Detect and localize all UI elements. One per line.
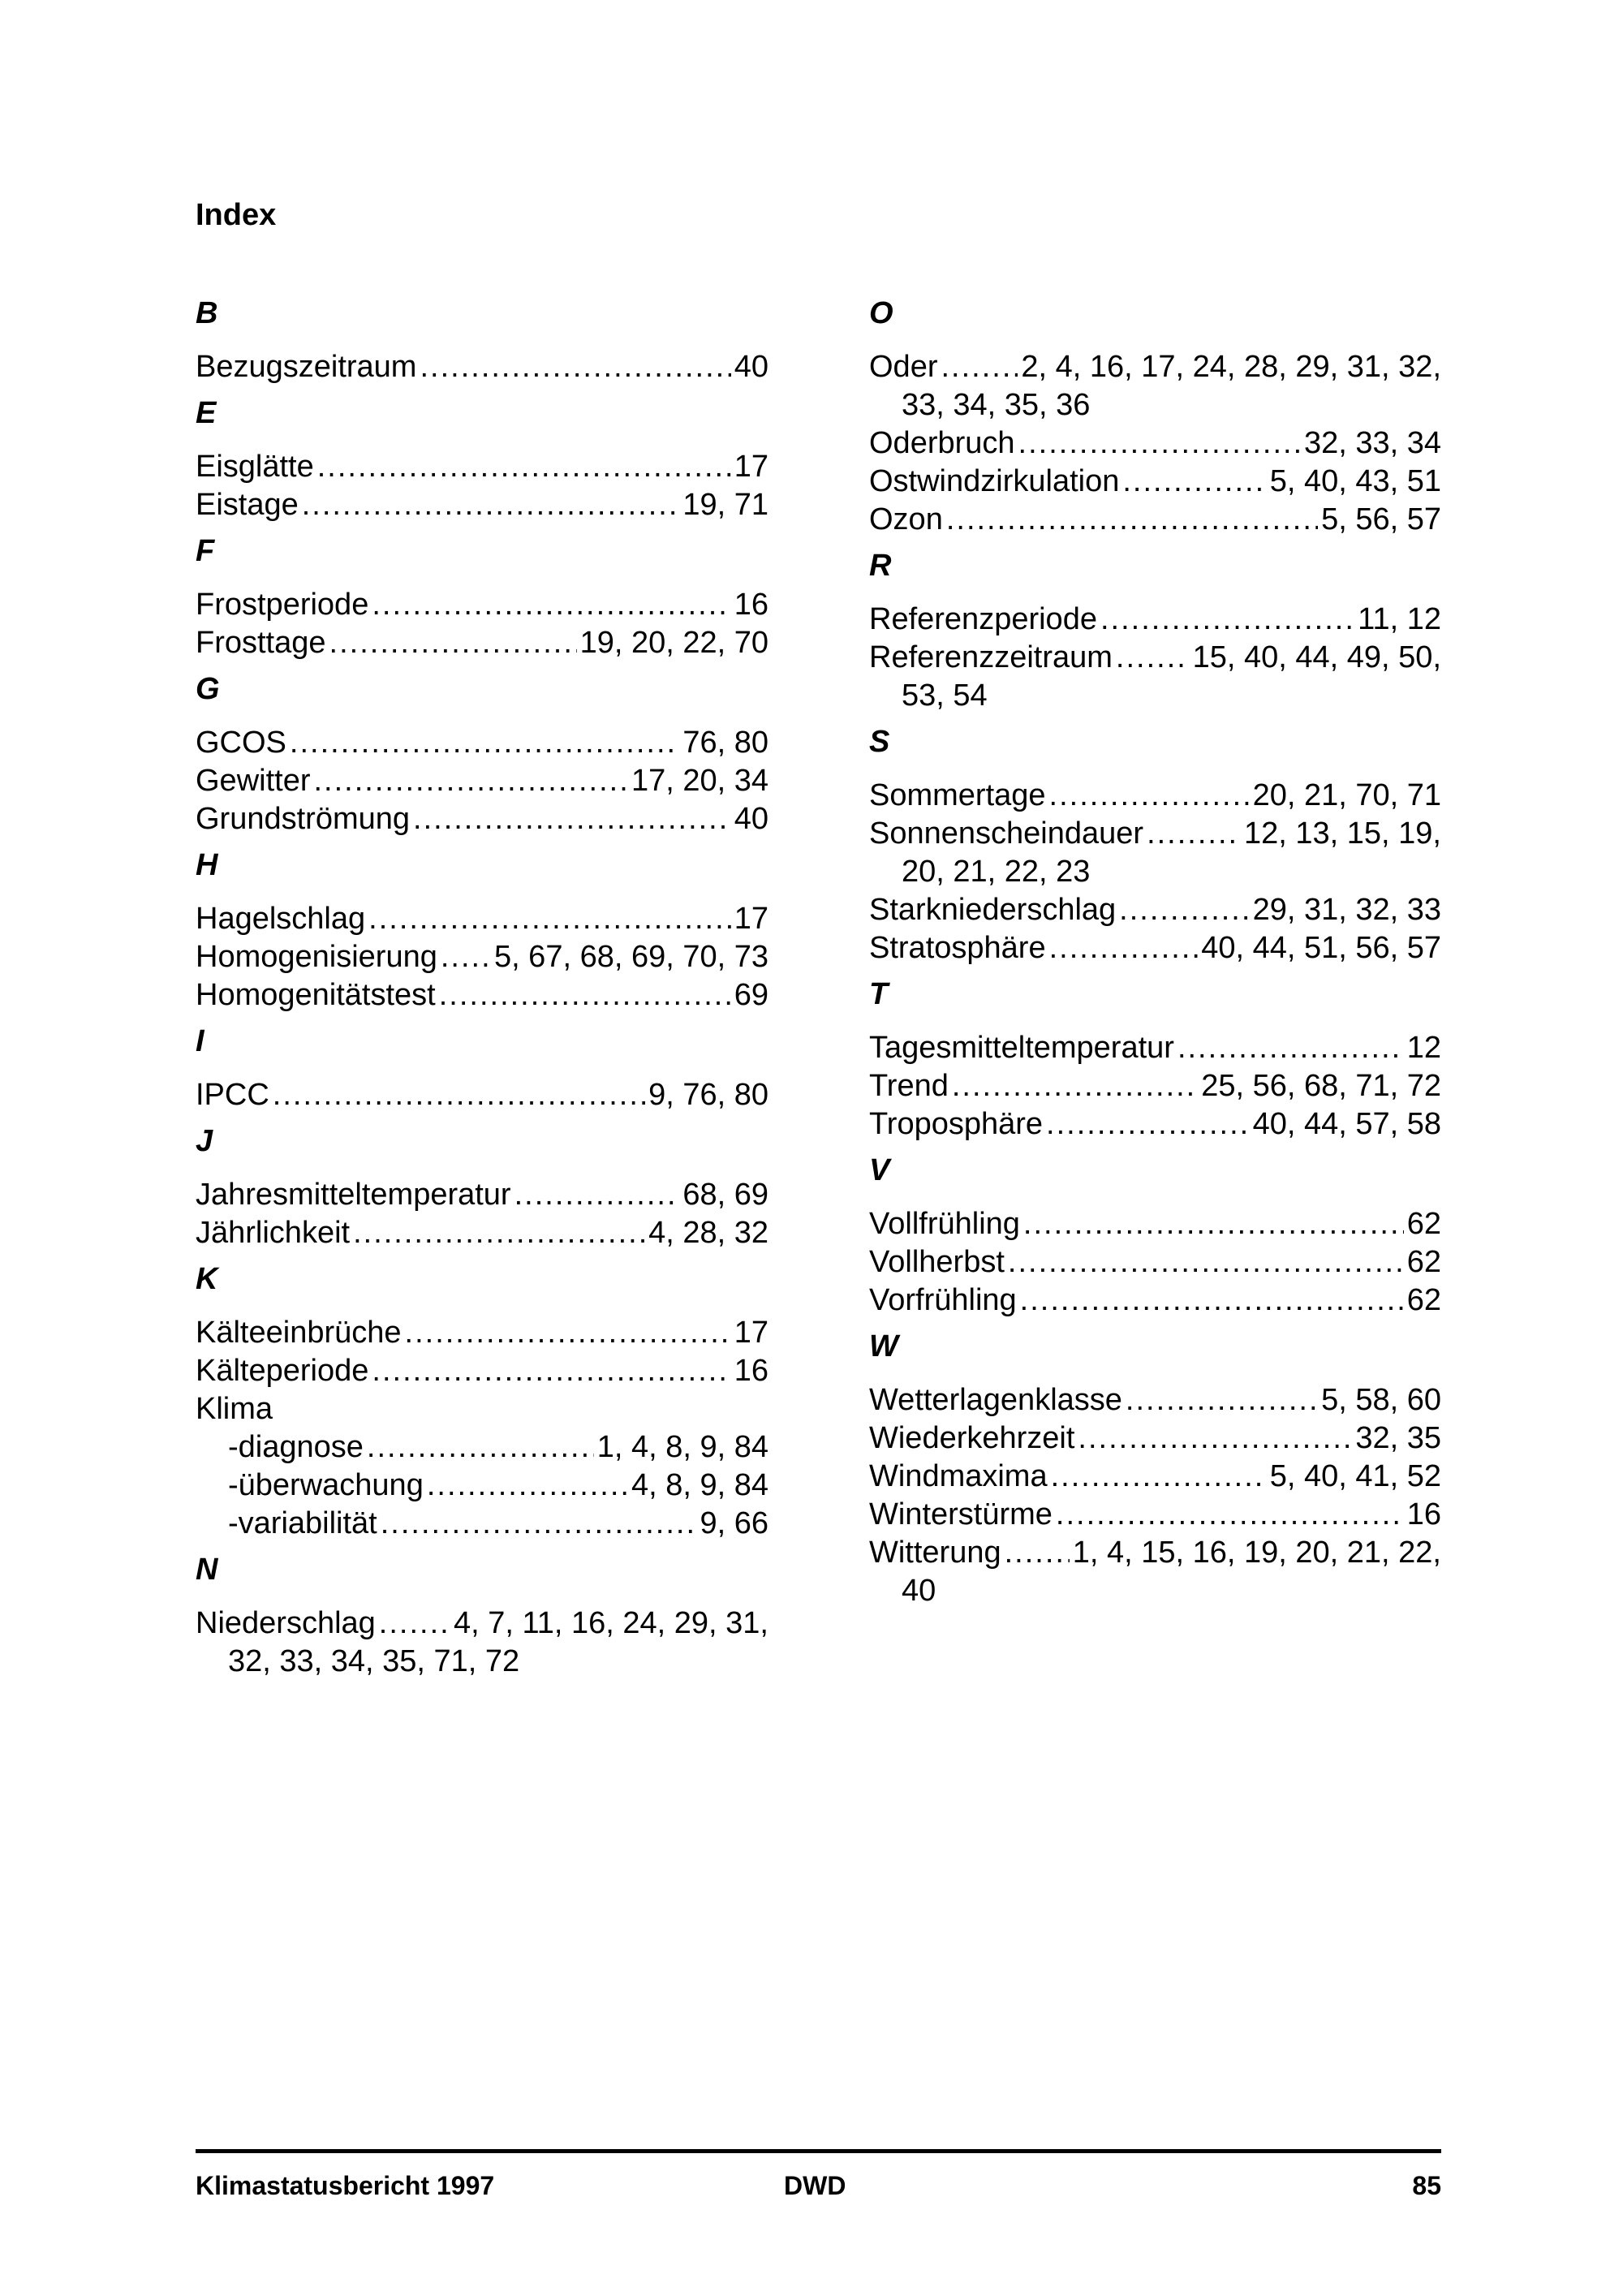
index-page-numbers: 4, 28, 32: [648, 1216, 768, 1250]
index-term: Tagesmitteltemperatur: [869, 1031, 1174, 1065]
index-page-numbers: 19, 71: [682, 488, 768, 522]
index-entry: [196, 1352, 768, 1390]
dot-leader: [1119, 891, 1249, 929]
index-page-numbers: 15, 40, 44, 49, 50,: [1192, 640, 1441, 674]
dot-leader: [514, 1176, 680, 1214]
index-term: Vorfrühling: [869, 1283, 1017, 1317]
index-page-numbers: 69: [734, 978, 768, 1012]
index-page-numbers-continued: 40: [902, 1574, 936, 1608]
index-entry: [869, 1205, 1441, 1243]
index-term: -überwachung: [228, 1468, 424, 1502]
index-entry: [196, 762, 768, 800]
index-page-numbers: 4, 7, 11, 16, 24, 29, 31,: [453, 1606, 768, 1640]
index-letter-heading: G: [196, 672, 220, 706]
index-entry: [869, 929, 1441, 967]
index-term: Kälteeinbrüche: [196, 1316, 402, 1350]
dot-leader: [1056, 1496, 1404, 1534]
index-entry-line: [869, 501, 1441, 539]
index-entry: [869, 1067, 1441, 1105]
dot-leader: [427, 1467, 628, 1505]
index-entry: [869, 1105, 1441, 1144]
index-page-numbers: 40, 44, 57, 58: [1252, 1107, 1441, 1141]
dot-leader: [381, 1505, 697, 1543]
index-term: Windmaxima: [869, 1459, 1048, 1493]
index-term: Niederschlag: [196, 1606, 376, 1640]
index-term: Hagelschlag: [196, 902, 366, 936]
index-entry: [196, 624, 768, 662]
index-page-numbers: 12, 13, 15, 19,: [1244, 816, 1441, 851]
index-page-numbers: 5, 40, 43, 51: [1269, 464, 1441, 498]
index-entry-line: [196, 938, 768, 976]
index-letter-heading: N: [196, 1553, 218, 1587]
dot-leader: [372, 586, 730, 624]
dot-leader: [1100, 601, 1354, 639]
index-letter-heading: E: [196, 396, 217, 430]
index-term: Ostwindzirkulation: [869, 464, 1120, 498]
index-entry: [869, 424, 1441, 463]
index-term: Homogenitätstest: [196, 978, 436, 1012]
index-entry-line: [196, 1214, 768, 1252]
index-page-numbers: 9, 66: [700, 1506, 768, 1540]
index-entry-line: [869, 1067, 1441, 1105]
index-entry: [869, 1243, 1441, 1282]
dot-leader: [1008, 1243, 1404, 1282]
index-letter-heading: J: [196, 1124, 213, 1158]
index-term: Eisglätte: [196, 450, 314, 484]
dot-leader: [329, 624, 577, 662]
dot-leader: [952, 1067, 1198, 1105]
index-entry-line: [869, 1419, 1441, 1458]
index-term: Bezugszeitraum: [196, 350, 417, 384]
index-entry: [869, 1458, 1441, 1496]
index-page-numbers-continued: 53, 54: [902, 678, 988, 713]
footer-rule: [196, 2149, 1441, 2153]
dot-leader: [1020, 1282, 1404, 1320]
index-term: Troposphäre: [869, 1107, 1044, 1141]
index-entry: [869, 463, 1441, 501]
index-term: Frostperiode: [196, 588, 369, 622]
index-page-numbers: 5, 56, 57: [1321, 502, 1441, 536]
index-term: Frosttage: [196, 626, 326, 660]
index-term: Jährlichkeit: [196, 1216, 351, 1250]
dot-leader: [1049, 777, 1250, 815]
index-term: Klima: [196, 1392, 273, 1426]
index-entry-line: [196, 976, 768, 1014]
dot-leader: [420, 348, 730, 386]
index-page-numbers: 16: [734, 1354, 768, 1388]
index-term: Kälteperiode: [196, 1354, 369, 1388]
index-page-numbers: 9, 76, 80: [648, 1078, 768, 1112]
index-entry-line: [196, 1176, 768, 1214]
index-entry: [196, 976, 768, 1014]
index-term: Jahresmitteltemperatur: [196, 1178, 511, 1212]
dot-leader: [367, 1428, 594, 1467]
index-entry: [196, 1605, 768, 1681]
index-page-numbers-continued: 32, 33, 34, 35, 71, 72: [228, 1644, 520, 1678]
index-letter-heading: W: [869, 1329, 898, 1363]
index-entry-line: [869, 1282, 1441, 1320]
index-entry-line: [869, 348, 1441, 386]
dot-leader: [1005, 1534, 1070, 1572]
index-entry-line: [196, 900, 768, 938]
dot-leader: [1046, 1105, 1250, 1144]
index-entry-line: [869, 1458, 1441, 1496]
dot-leader: [290, 724, 679, 762]
index-letter-heading: V: [869, 1153, 890, 1187]
index-entry: [869, 1534, 1441, 1610]
index-entry: [869, 891, 1441, 929]
index-term: Vollherbst: [869, 1245, 1005, 1279]
index-page-numbers: 32, 33, 34: [1303, 426, 1441, 460]
index-letter-heading: R: [869, 549, 892, 583]
index-entry: [869, 777, 1441, 815]
dot-leader: [353, 1214, 645, 1252]
dot-leader: [1023, 1205, 1404, 1243]
dot-leader: [1147, 815, 1241, 853]
dot-leader: [405, 1314, 731, 1352]
index-letter-heading: T: [869, 977, 889, 1011]
index-term: Trend: [869, 1069, 949, 1103]
index-page-numbers: 11, 12: [1358, 602, 1441, 636]
index-term: Witterung: [869, 1536, 1001, 1570]
index-entry-line: [869, 601, 1441, 639]
index-column-right: [869, 290, 1441, 1610]
index-entry-line: [869, 424, 1441, 463]
index-entry: [869, 815, 1441, 891]
index-entry-line: [869, 1205, 1441, 1243]
dot-leader: [1116, 639, 1190, 677]
index-page-numbers: 2, 4, 16, 17, 24, 28, 29, 31, 32,: [1021, 350, 1441, 384]
dot-leader: [302, 486, 680, 524]
index-entry-line: [228, 1428, 768, 1467]
footer-publisher: DWD: [784, 2171, 846, 2200]
dot-leader: [313, 762, 627, 800]
index-page-numbers: 62: [1406, 1245, 1441, 1279]
index-letter-heading: O: [869, 296, 893, 330]
index-page-numbers: 5, 58, 60: [1321, 1383, 1441, 1417]
index-entry: [196, 800, 768, 838]
dot-leader: [1078, 1419, 1352, 1458]
index-term: Oderbruch: [869, 426, 1015, 460]
index-entry: [196, 1428, 768, 1467]
index-entry-line: [869, 1496, 1441, 1534]
index-letter-heading: I: [196, 1024, 204, 1058]
index-page-numbers: 17: [734, 1316, 768, 1350]
index-term: Oder: [869, 350, 938, 384]
index-page-numbers: 16: [1406, 1497, 1441, 1531]
dot-leader: [1126, 1381, 1318, 1419]
index-page-numbers: 40: [734, 802, 768, 836]
index-term: Sonnenscheindauer: [869, 816, 1144, 851]
index-page-numbers: 20, 21, 70, 71: [1252, 778, 1441, 812]
index-term: Sommertage: [869, 778, 1046, 812]
index-term: Wiederkehrzeit: [869, 1421, 1075, 1455]
index-entry-line: [869, 1534, 1441, 1572]
index-entry-line: [196, 1314, 768, 1352]
dot-leader: [1018, 424, 1301, 463]
index-entry: [196, 1467, 768, 1505]
index-entry: [196, 448, 768, 486]
index-page-numbers: 5, 67, 68, 69, 70, 73: [493, 940, 768, 974]
index-entry: [869, 348, 1441, 424]
index-page-numbers: 40: [734, 350, 768, 384]
index-entry-line: [869, 1243, 1441, 1282]
index-entry-line: [196, 1605, 768, 1643]
index-entry-line: [228, 1505, 768, 1543]
index-entry-line: [196, 1390, 768, 1428]
dot-leader: [1051, 1458, 1267, 1496]
index-entry: [196, 486, 768, 524]
index-term: Starkniederschlag: [869, 893, 1117, 927]
index-entry: [869, 639, 1441, 715]
index-page-numbers: 40, 44, 51, 56, 57: [1201, 931, 1441, 965]
index-page-numbers: 16: [734, 588, 768, 622]
index-entry: [196, 1076, 768, 1114]
index-entry-line: [196, 1352, 768, 1390]
index-term: IPCC: [196, 1078, 269, 1112]
index-page-numbers: 17: [734, 450, 768, 484]
index-entry: [196, 938, 768, 976]
dot-leader: [368, 900, 731, 938]
index-entry: [196, 1505, 768, 1543]
index-entry-line: [228, 1467, 768, 1505]
index-letter-heading: K: [196, 1262, 218, 1296]
index-page-numbers: 62: [1406, 1207, 1441, 1241]
index-entry-line: [869, 1029, 1441, 1067]
index-entry: [196, 1176, 768, 1214]
index-page-numbers: 32, 35: [1355, 1421, 1441, 1455]
dot-leader: [439, 976, 731, 1014]
index-entry-line: [196, 762, 768, 800]
index-entry: [869, 501, 1441, 539]
dot-leader: [441, 938, 491, 976]
index-entry: [869, 601, 1441, 639]
index-entry-line: [196, 624, 768, 662]
index-page-numbers: 1, 4, 8, 9, 84: [596, 1430, 768, 1464]
index-letter-heading: S: [869, 725, 890, 759]
index-column-left: [196, 290, 768, 1681]
index-entry-line: [869, 1381, 1441, 1419]
index-entry: [196, 1314, 768, 1352]
index-entry: [196, 586, 768, 624]
dot-leader: [379, 1605, 450, 1643]
index-entry-line: [196, 448, 768, 486]
index-page-numbers: 29, 31, 32, 33: [1252, 893, 1441, 927]
index-term: Referenzperiode: [869, 602, 1097, 636]
index-entry-line: [196, 486, 768, 524]
index-entry: [869, 1029, 1441, 1067]
index-page-numbers: 4, 8, 9, 84: [631, 1468, 768, 1502]
index-entry-line: [196, 1076, 768, 1114]
index-entry-line: [869, 639, 1441, 677]
index-term: Winterstürme: [869, 1497, 1053, 1531]
index-entry-line: [196, 724, 768, 762]
index-term: Vollfrühling: [869, 1207, 1020, 1241]
index-letter-heading: B: [196, 296, 218, 330]
dot-leader: [946, 501, 1318, 539]
index-entry: [869, 1419, 1441, 1458]
dot-leader: [413, 800, 731, 838]
dot-leader: [941, 348, 1018, 386]
index-term: Homogenisierung: [196, 940, 437, 974]
index-entry: [196, 724, 768, 762]
index-page-numbers: 12: [1406, 1031, 1441, 1065]
index-entry-line: [869, 463, 1441, 501]
index-entry: [869, 1282, 1441, 1320]
index-page-numbers: 68, 69: [682, 1178, 768, 1212]
index-entry-line: [869, 891, 1441, 929]
index-page-numbers: 17: [734, 902, 768, 936]
index-entry-line: [869, 1105, 1441, 1144]
footer-report-title: Klimastatusbericht 1997: [196, 2171, 495, 2200]
index-term: Eistage: [196, 488, 299, 522]
index-page-numbers: 17, 20, 34: [631, 764, 768, 798]
index-page-numbers-continued: 33, 34, 35, 36: [902, 388, 1091, 422]
index-entry: [869, 1381, 1441, 1419]
index-entry-line: [196, 348, 768, 386]
index-entry: [196, 1214, 768, 1252]
index-term: Gewitter: [196, 764, 311, 798]
dot-leader: [1049, 929, 1199, 967]
index-letter-heading: H: [196, 848, 218, 882]
index-term: Ozon: [869, 502, 943, 536]
dot-leader: [1122, 463, 1266, 501]
index-entry: [869, 1496, 1441, 1534]
dot-leader: [273, 1076, 645, 1114]
index-entry-line: [869, 815, 1441, 853]
index-page-numbers: 76, 80: [682, 726, 768, 760]
index-term: Wetterlagenklasse: [869, 1383, 1122, 1417]
index-entry: [196, 1390, 768, 1428]
index-page-numbers: 25, 56, 68, 71, 72: [1201, 1069, 1441, 1103]
index-term: GCOS: [196, 726, 286, 760]
index-page-numbers: 62: [1406, 1283, 1441, 1317]
index-letter-heading: F: [196, 534, 215, 568]
index-entry-line: [869, 777, 1441, 815]
index-entry: [196, 348, 768, 386]
index-term: Grundströmung: [196, 802, 411, 836]
index-page-numbers: 1, 4, 15, 16, 19, 20, 21, 22,: [1072, 1536, 1441, 1570]
index-term: -diagnose: [228, 1430, 364, 1464]
index-entry-line: [196, 800, 768, 838]
index-term: -variabilität: [228, 1506, 377, 1540]
index-term: Referenzzeitraum: [869, 640, 1113, 674]
dot-leader: [372, 1352, 730, 1390]
index-page-numbers: 5, 40, 41, 52: [1269, 1459, 1441, 1493]
index-entry-line: [196, 586, 768, 624]
index-page-numbers-continued: 20, 21, 22, 23: [902, 855, 1091, 889]
footer-page-number: 85: [1412, 2171, 1441, 2200]
dot-leader: [1177, 1029, 1404, 1067]
index-term: Stratosphäre: [869, 931, 1046, 965]
dot-leader: [317, 448, 731, 486]
index-entry-line: [869, 929, 1441, 967]
index-entry: [196, 900, 768, 938]
index-page-numbers: 19, 20, 22, 70: [579, 626, 768, 660]
page-title: Index: [196, 198, 277, 232]
